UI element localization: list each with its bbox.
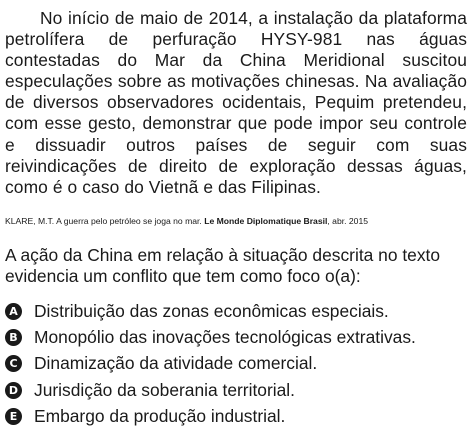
source-citation [5,215,467,227]
option-letter-c-badge: C [5,355,22,372]
option-c[interactable] [5,351,467,377]
answer-options [5,298,467,430]
source-journal: Le Monde Diplomatique Brasil [204,216,328,226]
passage-text: No início de maio de 2014, a instalação da plataforma petrolífera de perfuração HYSY-981 nas águas contestadas do Mar da China Meridional suscitou especulações sobre as motivações chinesas. Na avaliação de diversos observadores ocidentais, Pequim pretendeu, com esse gesto, demonstrar que pode impor seu controle e dissuadir outros países de seguir com suas reivindicações de direito de exploração dessas águas, como é o caso do Vietnã e das Filipinas. [5,8,467,197]
option-e-text: Embargo da produção industrial. [34,406,286,427]
option-a-text: Distribuição das zonas econômicas especiais. [34,300,389,321]
question-stem: A ação da China em relação à situação descrita no texto evidencia um conflito que tem como foco o(a): [5,245,441,287]
option-letter-d-badge: D [5,382,22,399]
option-c-text: Dinamização da atividade comercial. [34,353,318,374]
option-e[interactable] [5,404,467,430]
option-a[interactable] [5,298,467,324]
option-b[interactable] [5,324,467,350]
option-letter-b-badge: B [5,329,22,346]
source-date: , abr. 2015 [327,216,369,226]
option-d-text: Jurisdição da soberania territorial. [34,379,295,400]
option-b-text: Monopólio das inovações tecnológicas extrativas. [34,327,416,348]
source-author-title: KLARE, M.T. A guerra pelo petróleo se joga no mar. [5,216,202,226]
option-letter-e-badge: E [5,408,22,425]
option-letter-a-badge: A [5,303,22,320]
option-d[interactable] [5,377,467,403]
